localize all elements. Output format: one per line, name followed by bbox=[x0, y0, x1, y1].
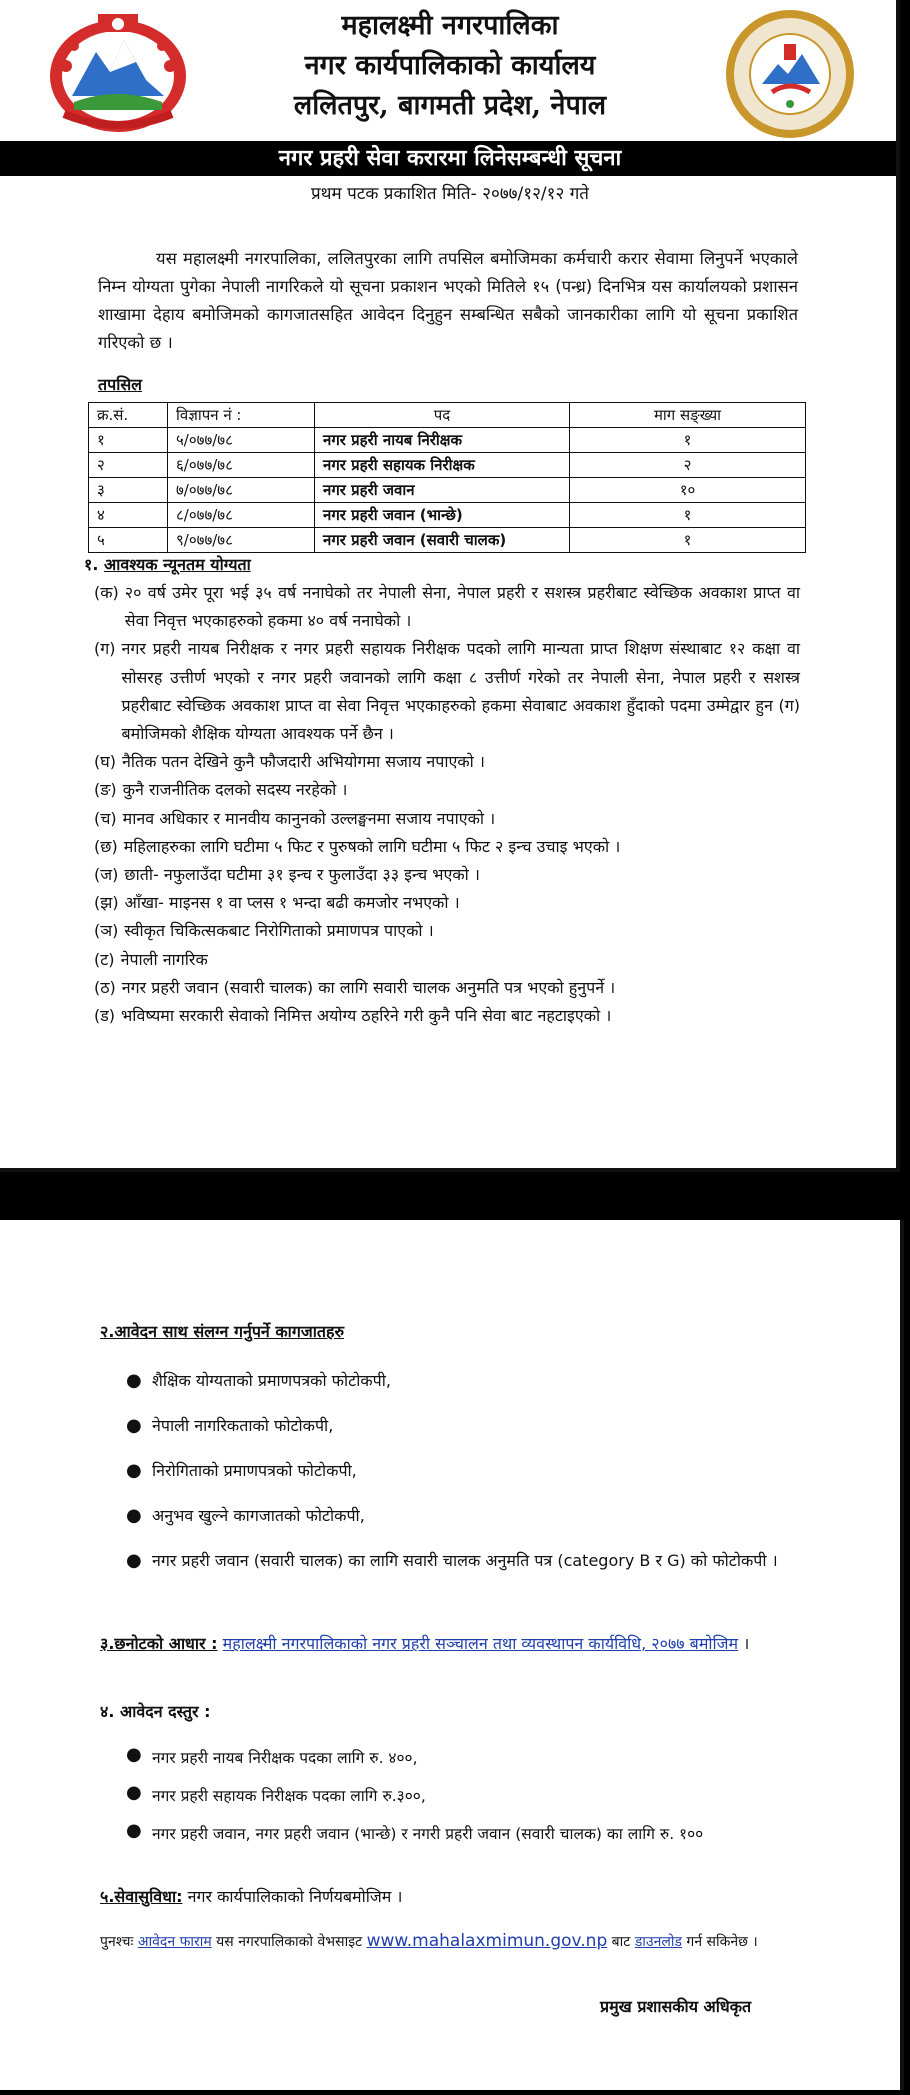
post-cell: नगर प्रहरी जवान (भान्छे) bbox=[315, 503, 570, 528]
serial-cell: १ bbox=[89, 428, 168, 453]
item-text: कुनै राजनीतिक दलको सदस्य नरहेको । bbox=[122, 780, 348, 800]
item-text: नैतिक पतन देखिने कुनै फौजदारी अभियोगमा सजाय नपाएको । bbox=[121, 752, 485, 772]
item-text: नगर प्रहरी सहायक निरीक्षक पदका लागि रु.३००, bbox=[152, 1787, 426, 1805]
table-header-row bbox=[89, 403, 806, 428]
item-text: भविष्यमा सरकारी सेवाको निमित्त अयोग्य ठहरिने गरी कुनै पनि सेवा बाट नहटाइएको । bbox=[121, 1006, 612, 1026]
item-text: मानव अधिकार र मानवीय कानुनको उल्लङ्घनमा सजाय नपाएको । bbox=[122, 808, 496, 828]
signatory-title: प्रमुख प्रशासकीय अधिकृत bbox=[600, 1997, 752, 2016]
bullet-icon: ● bbox=[126, 1505, 142, 1526]
fee-heading: ४. आवेदन दस्तुर : bbox=[100, 1702, 211, 1721]
letterhead bbox=[0, 0, 900, 140]
count-cell: २ bbox=[570, 453, 806, 478]
serial-cell: ४ bbox=[89, 503, 168, 528]
office-address: ललितपुर, बागमती प्रदेश, नेपाल bbox=[293, 90, 607, 121]
bullet-icon: ● bbox=[126, 1820, 142, 1841]
list-item bbox=[94, 776, 800, 804]
list-item bbox=[94, 917, 800, 945]
procedure-link[interactable]: महालक्ष्मी नगरपालिकाको नगर प्रहरी सञ्चालन तथा व्यवस्थापन कार्यविधि, २०७७ बमोजिम bbox=[222, 1634, 739, 1653]
item-marker: (ञ) bbox=[94, 921, 119, 941]
item-text: २० वर्ष उमेर पूरा भई ३५ वर्ष ननाघेको तर नेपाली सेना, नेपाल प्रहरी र सशस्त्र प्रहरीबाट स्वेच्छिक अवकाश प्राप्त वा सेवा निवृत्त भएकाहरुको हकमा ४० वर्ष ननाघेको । bbox=[124, 583, 800, 631]
advertisement-cell: ७/०७७/७८ bbox=[168, 478, 315, 503]
item-text: महिलाहरुका लागि घटीमा ५ फिट र पुरुषको लागि घटीमा ५ फिट २ इन्च उचाइ भएको । bbox=[123, 836, 621, 856]
office-name: नगर कार्यपालिकाको कार्यालय bbox=[304, 50, 596, 81]
serial-cell: २ bbox=[89, 453, 168, 478]
item-text: निरोगिताको प्रमाणपत्रको फोटोकपी, bbox=[152, 1461, 357, 1480]
nepal-emblem-icon bbox=[44, 10, 192, 138]
website-link[interactable]: www.mahalaxmimun.gov.np bbox=[366, 1931, 608, 1951]
count-cell: १ bbox=[570, 503, 806, 528]
item-marker: (ग) bbox=[94, 639, 116, 659]
column-header-post: पद bbox=[315, 403, 570, 428]
item-marker: (क) bbox=[94, 583, 119, 602]
bullet-icon: ● bbox=[126, 1744, 142, 1765]
item-text: नगर प्रहरी नायब निरीक्षक पदका लागि रु. ४००, bbox=[152, 1749, 418, 1767]
list-item bbox=[126, 1820, 806, 1848]
advertisement-cell: ५/०७७/७८ bbox=[168, 428, 315, 453]
bullet-icon: ● bbox=[126, 1415, 142, 1436]
qualification-number: १. bbox=[84, 555, 99, 574]
item-text: नगर प्रहरी नायब निरीक्षक र नगर प्रहरी सहायक निरीक्षक पदको लागि मान्यता प्राप्त शिक्षण संस्थाबाट १२ कक्षा वा सोसरह उत्तीर्ण भएको र नगर प्रहरी जवानको लागि कक्षा ८ उत्तीर्ण गरेको तर नेपाली सेना, नेपाल प्रहरी र सशस्त्र प्रहरीबाट स्वेच्छिक अवकाश प्राप्त वा सेवा निवृत्त भएकाहरुको हकमा सेवाबाट अवकाश हुँदाको पदमा उम्मेद्वार हुन (ग) बमोजिमको शैक्षिक योग्यता आवश्यक पर्ने छैन । bbox=[121, 639, 800, 744]
download-link[interactable]: डाउनलोड bbox=[634, 1934, 682, 1950]
bullet-icon: ● bbox=[126, 1460, 142, 1481]
list-item bbox=[94, 635, 800, 748]
list-item bbox=[94, 833, 800, 861]
list-item bbox=[126, 1415, 806, 1437]
advertisement-cell: ८/०७७/७८ bbox=[168, 503, 315, 528]
notice-title: नगर प्रहरी सेवा करारमा लिनेसम्बन्धी सूचना bbox=[0, 141, 900, 176]
item-text: शैक्षिक योग्यताको प्रमाणपत्रको फोटोकपी, bbox=[152, 1371, 391, 1390]
post-cell: नगर प्रहरी जवान bbox=[315, 478, 570, 503]
municipality-seal-icon bbox=[722, 6, 858, 142]
list-item bbox=[94, 805, 800, 833]
count-cell: १० bbox=[570, 478, 806, 503]
bullet-icon: ● bbox=[126, 1782, 142, 1803]
details-label: तपसिल bbox=[98, 375, 143, 394]
benefits-label: ५.सेवासुविधा: bbox=[100, 1887, 183, 1906]
list-item bbox=[126, 1505, 806, 1527]
count-cell: १ bbox=[570, 428, 806, 453]
item-marker: (ट) bbox=[94, 949, 115, 969]
item-text: नगर प्रहरी जवान (सवारी चालक) का लागि सवारी चालक अनुमति पत्र (category B र G) को फोटोकपी । bbox=[152, 1551, 778, 1570]
advertisement-cell: ६/०७७/७८ bbox=[168, 453, 315, 478]
office-heading bbox=[200, 6, 700, 126]
item-text: अनुभव खुल्ने कागजातको फोटोकपी, bbox=[152, 1506, 365, 1525]
list-item bbox=[94, 861, 800, 889]
fee-list bbox=[126, 1744, 806, 1858]
post-cell: नगर प्रहरी सहायक निरीक्षक bbox=[315, 453, 570, 478]
list-item bbox=[126, 1782, 806, 1810]
item-marker: (झ) bbox=[94, 893, 119, 913]
postscript-middle: यस नगरपालिकाको वेभसाइट bbox=[211, 1934, 367, 1950]
item-text: नेपाली नागरिक bbox=[120, 949, 208, 969]
item-marker: (च) bbox=[94, 808, 117, 828]
postscript-suffix: गर्न सकिनेछ । bbox=[681, 1934, 758, 1950]
postscript-prefix: पुनश्चः bbox=[100, 1934, 138, 1950]
serial-cell: ५ bbox=[89, 528, 168, 553]
selection-basis-end: । bbox=[738, 1634, 750, 1653]
postscript-after-site: बाट bbox=[607, 1934, 635, 1950]
qualification-list bbox=[94, 579, 800, 1030]
item-text: स्वीकृत चिकित्सकबाट निरोगिताको प्रमाणपत्र पाएको । bbox=[124, 921, 434, 941]
post-cell: नगर प्रहरी नायब निरीक्षक bbox=[315, 428, 570, 453]
item-text: नेपाली नागरिकताको फोटोकपी, bbox=[152, 1416, 334, 1435]
list-item bbox=[94, 579, 800, 635]
table-row bbox=[89, 453, 806, 478]
qualification-heading bbox=[84, 553, 251, 575]
list-item bbox=[94, 748, 800, 776]
item-text: नगर प्रहरी जवान, नगर प्रहरी जवान (भान्छे) र नगरी प्रहरी जवान (सवारी चालक) का लागि रु. १०० bbox=[152, 1825, 704, 1843]
serial-cell: ३ bbox=[89, 478, 168, 503]
published-date: प्रथम पटक प्रकाशित मिति- २०७७/१२/१२ गते bbox=[310, 184, 590, 204]
item-marker: (ड) bbox=[94, 1006, 116, 1026]
table-row bbox=[89, 428, 806, 453]
item-marker: (ज) bbox=[94, 865, 119, 885]
vacancy-table bbox=[88, 402, 806, 553]
bullet-icon: ● bbox=[126, 1550, 142, 1571]
selection-basis-label: ३.छनोटको आधार : bbox=[100, 1634, 218, 1653]
list-item bbox=[94, 974, 800, 1002]
selection-basis bbox=[100, 1630, 800, 1658]
municipality-name: महालक्ष्मी नगरपालिका bbox=[341, 10, 559, 41]
list-item bbox=[126, 1460, 806, 1482]
item-marker: (छ) bbox=[94, 836, 118, 856]
item-marker: (घ) bbox=[94, 752, 116, 772]
item-marker: (ङ) bbox=[94, 780, 117, 800]
column-header-serial: क्र.सं. bbox=[89, 403, 168, 428]
list-item bbox=[94, 946, 800, 974]
intro-paragraph: यस महालक्ष्मी नगरपालिका, ललितपुरका लागि तपसिल बमोजिमका कर्मचारी करार सेवामा लिनुपर्ने भएकाले निम्न योग्यता पुगेका नेपाली नागरिकले यो सूचना प्रकाशन भएको मितिले १५ (पन्ध्र) दिनभित्र यस कार्यालयको प्रशासन शाखामा देहाय बमोजिमको कागजातसहित आवेदन दिनुहुन सम्बन्धित सबैको जानकारीका लागि यो सूचना प्रकाशित गरिएको छ । bbox=[98, 249, 798, 352]
application-form-link[interactable]: आवेदन फाराम bbox=[137, 1934, 212, 1950]
bullet-icon: ● bbox=[126, 1370, 142, 1391]
table-row bbox=[89, 478, 806, 503]
list-item bbox=[126, 1370, 806, 1392]
list-item bbox=[94, 889, 800, 917]
item-marker: (ठ) bbox=[94, 977, 116, 997]
count-cell: १ bbox=[570, 528, 806, 553]
table-row bbox=[89, 528, 806, 553]
qualification-title: आवश्यक न्यूनतम योग्यता bbox=[103, 555, 251, 574]
item-text: छाती- नफुलाउँदा घटीमा ३१ इन्च र फुलाउँदा ३३ इन्च भएको । bbox=[124, 865, 480, 885]
item-text: आँखा- माइनस १ वा प्लस १ भन्दा बढी कमजोर नभएको । bbox=[124, 893, 460, 913]
benefits-text: नगर कार्यपालिकाको निर्णयबमोजिम । bbox=[182, 1887, 403, 1906]
documents-heading: २.आवेदन साथ संलग्न गर्नुपर्ने कागजातहरु bbox=[100, 1322, 345, 1341]
item-text: नगर प्रहरी जवान (सवारी चालक) का लागि सवारी चालक अनुमति पत्र भएको हुनुपर्ने । bbox=[121, 977, 616, 997]
documents-list bbox=[126, 1370, 806, 1595]
advertisement-cell: ९/०७७/७८ bbox=[168, 528, 315, 553]
benefits bbox=[100, 1883, 402, 1911]
table-row bbox=[89, 503, 806, 528]
column-header-advertisement: विज्ञापन नं : bbox=[168, 403, 315, 428]
post-cell: नगर प्रहरी जवान (सवारी चालक) bbox=[315, 528, 570, 553]
list-item bbox=[126, 1550, 806, 1572]
list-item bbox=[94, 1002, 800, 1030]
column-header-count: माग सङ्ख्या bbox=[570, 403, 806, 428]
postscript bbox=[100, 1927, 800, 1956]
list-item bbox=[126, 1744, 806, 1772]
